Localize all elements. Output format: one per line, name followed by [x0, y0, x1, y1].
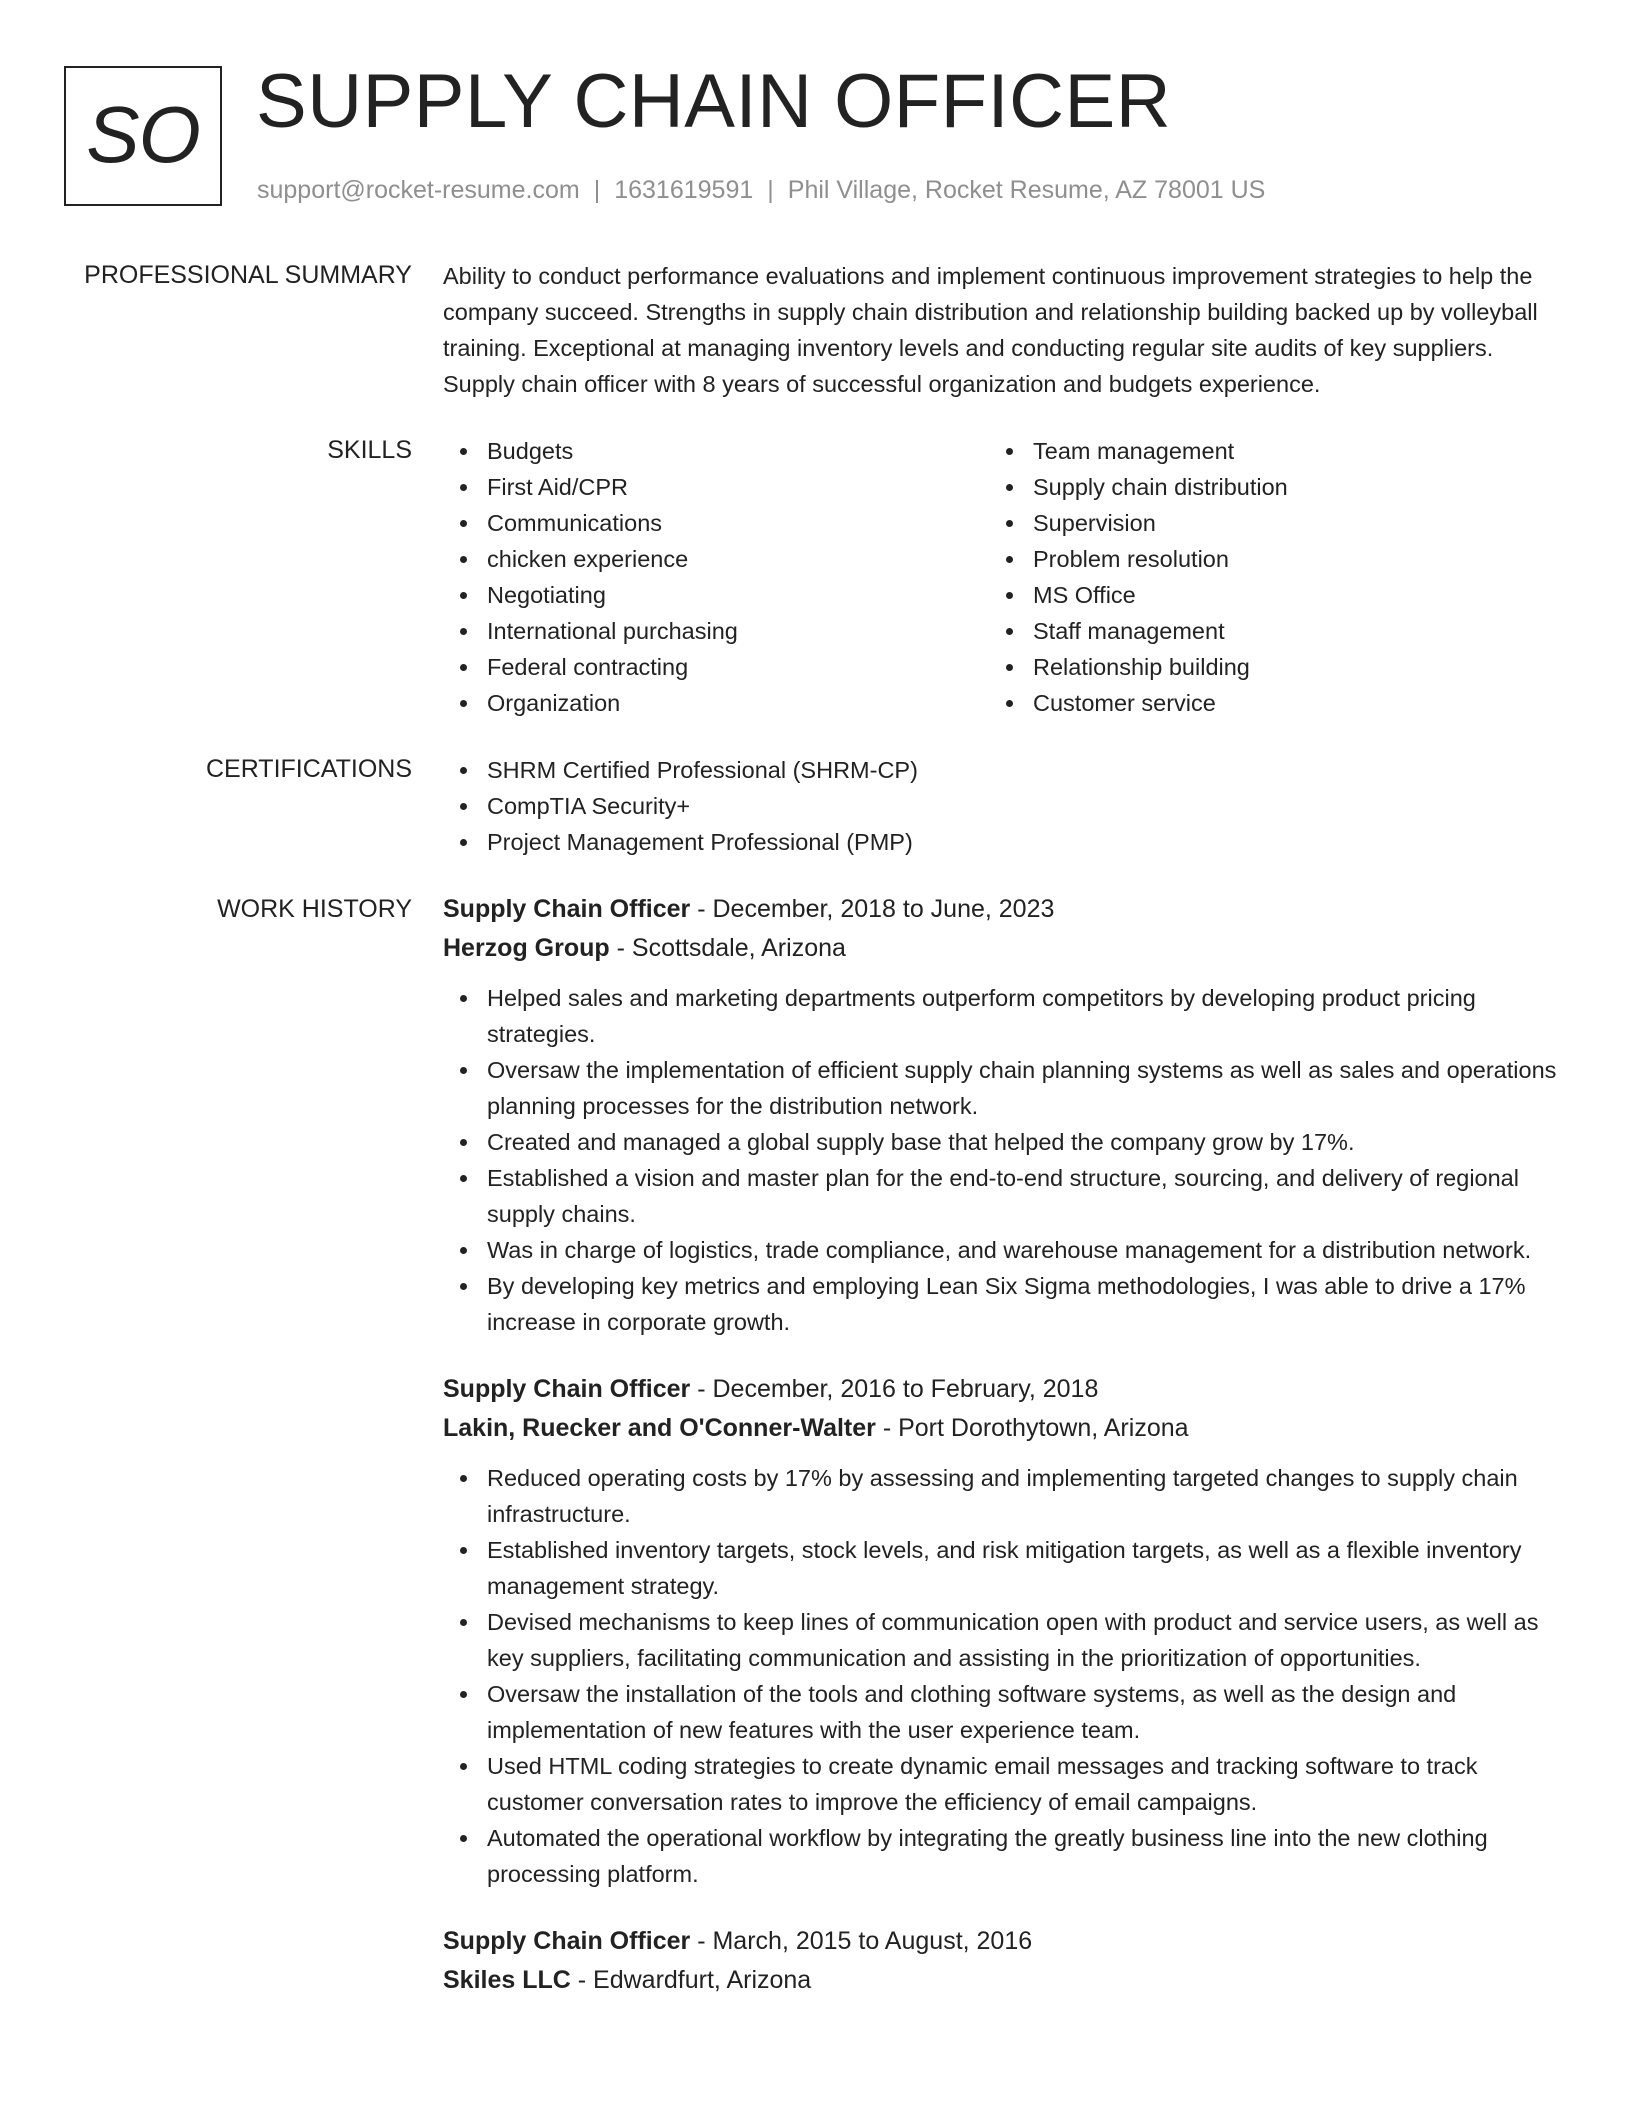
skill-item-text: International purchasing	[487, 618, 738, 644]
contact-separator: |	[767, 176, 774, 204]
skill-item	[989, 541, 1535, 577]
skill-item	[989, 577, 1535, 613]
bullet-dot-icon	[460, 995, 467, 1002]
job-bullet	[443, 1160, 1558, 1232]
bullet-dot-icon	[460, 628, 467, 635]
monogram-box	[64, 66, 222, 206]
bullet-dot-icon	[460, 592, 467, 599]
bullet-dot-icon	[460, 767, 467, 774]
contact-phone: 1631619591	[614, 176, 754, 204]
certification-item-text: SHRM Certified Professional (SHRM-CP)	[487, 757, 918, 783]
job-bullet-text: Devised mechanisms to keep lines of communication open with product and service users, as well as key suppliers, facilitating communication and assisting in the prioritization of opportunities.	[487, 1609, 1539, 1671]
job-bullet-text: By developing key metrics and employing Lean Six Sigma methodologies, I was able to drive a 17% increase in corporate growth.	[487, 1273, 1526, 1335]
job-bullet-text: Helped sales and marketing departments outperform competitors by developing product pricing strategies.	[487, 985, 1476, 1047]
job-title-line	[443, 1922, 1558, 1961]
job-title: Supply Chain Officer	[443, 1927, 691, 1955]
skill-item	[989, 469, 1535, 505]
certifications-body	[443, 752, 1558, 860]
bullet-dot-icon	[460, 839, 467, 846]
job-company-line	[443, 929, 1558, 968]
resume-title: SUPPLY CHAIN OFFICER	[256, 59, 1172, 144]
job-bullet	[443, 980, 1558, 1052]
bullet-dot-icon	[460, 1283, 467, 1290]
skill-item-text: Negotiating	[487, 582, 606, 608]
job-company: Herzog Group	[443, 934, 610, 962]
skill-item	[989, 505, 1535, 541]
bullet-dot-icon	[460, 700, 467, 707]
job-company-line	[443, 1409, 1558, 1448]
bullet-dot-icon	[460, 520, 467, 527]
skill-item	[989, 685, 1535, 721]
job-location: - Port Dorothytown, Arizona	[875, 1414, 1189, 1442]
job-title: Supply Chain Officer	[443, 895, 691, 923]
certification-item	[443, 752, 1558, 788]
contact-line	[257, 173, 1265, 207]
skill-item-text: Customer service	[1033, 690, 1216, 716]
skill-item	[989, 613, 1535, 649]
job-bullet-text: Established inventory targets, stock levels, and risk mitigation targets, as well as a flexible inventory management strategy.	[487, 1537, 1522, 1599]
skill-item-text: Budgets	[487, 438, 574, 464]
bullet-dot-icon	[1006, 556, 1013, 563]
job-bullet	[443, 1676, 1558, 1748]
job-bullet	[443, 1232, 1558, 1268]
bullet-dot-icon	[460, 484, 467, 491]
job-bullet	[443, 1268, 1558, 1340]
skill-item	[443, 433, 989, 469]
job-dates: - December, 2018 to June, 2023	[690, 895, 1055, 923]
bullet-dot-icon	[460, 1763, 467, 1770]
skill-item	[443, 541, 989, 577]
bullet-dot-icon	[460, 448, 467, 455]
job-bullet-text: Established a vision and master plan for the end-to-end structure, sourcing, and delivery of regional supply chains.	[487, 1165, 1519, 1227]
certification-item	[443, 824, 1558, 860]
section-label-summary: PROFESSIONAL SUMMARY	[84, 261, 412, 289]
job-bullet-text: Created and managed a global supply base that helped the company grow by 17%.	[487, 1129, 1355, 1155]
work-history-body	[443, 890, 1558, 2030]
job-entry	[443, 1922, 1558, 2000]
bullet-dot-icon	[460, 1835, 467, 1842]
skill-item-text: Communications	[487, 510, 663, 536]
bullet-dot-icon	[460, 1067, 467, 1074]
bullet-dot-icon	[460, 1619, 467, 1626]
bullet-dot-icon	[1006, 628, 1013, 635]
skill-item	[443, 577, 989, 613]
bullet-dot-icon	[1006, 664, 1013, 671]
skill-item	[443, 649, 989, 685]
bullet-dot-icon	[1006, 484, 1013, 491]
monogram-initials: SO	[86, 90, 200, 179]
skill-item-text: Team management	[1033, 438, 1235, 464]
job-entry	[443, 890, 1558, 1340]
skill-item-text: MS Office	[1033, 582, 1136, 608]
job-bullet-list	[443, 980, 1558, 1340]
skill-item	[443, 685, 989, 721]
job-bullet-list	[443, 1460, 1558, 1892]
job-location: - Scottsdale, Arizona	[609, 934, 846, 962]
job-company: Skiles LLC	[443, 1966, 571, 1994]
job-bullet	[443, 1820, 1558, 1892]
skill-item-text: Relationship building	[1033, 654, 1250, 680]
job-bullet	[443, 1052, 1558, 1124]
job-bullet	[443, 1532, 1558, 1604]
bullet-dot-icon	[460, 1547, 467, 1554]
job-company: Lakin, Ruecker and O'Conner-Walter	[443, 1414, 876, 1442]
bullet-dot-icon	[1006, 448, 1013, 455]
contact-separator: |	[593, 176, 601, 204]
bullet-dot-icon	[460, 1139, 467, 1146]
skill-item-text: Supervision	[1033, 510, 1156, 536]
certifications-list	[443, 752, 1558, 860]
section-label-work-history: WORK HISTORY	[217, 895, 412, 923]
skill-item-text: Federal contracting	[487, 654, 689, 680]
skill-item-text: Staff management	[1033, 618, 1225, 644]
section-label-certifications: CERTIFICATIONS	[205, 755, 412, 783]
bullet-dot-icon	[460, 1175, 467, 1182]
job-title: Supply Chain Officer	[443, 1375, 691, 1403]
job-dates: - December, 2016 to February, 2018	[690, 1375, 1099, 1403]
skill-item-text: Problem resolution	[1033, 546, 1229, 572]
bullet-dot-icon	[1006, 592, 1013, 599]
skill-item	[443, 613, 989, 649]
skills-list-right	[989, 433, 1535, 721]
skill-item-text: First Aid/CPR	[487, 474, 629, 500]
job-bullet-text: Oversaw the implementation of efficient supply chain planning systems as well as sales and operations planning processes for the distribution network.	[487, 1057, 1557, 1119]
bullet-dot-icon	[460, 1247, 467, 1254]
job-title-line	[443, 890, 1558, 929]
skill-item	[443, 505, 989, 541]
job-bullet	[443, 1124, 1558, 1160]
bullet-dot-icon	[460, 1475, 467, 1482]
summary-body	[443, 258, 1558, 402]
job-dates: - March, 2015 to August, 2016	[690, 1927, 1033, 1955]
contact-address: Phil Village, Rocket Resume, AZ 78001 US	[787, 176, 1266, 204]
skill-item-text: Organization	[487, 690, 621, 716]
skill-item	[443, 469, 989, 505]
certification-item-text: Project Management Professional (PMP)	[487, 829, 913, 855]
skills-body	[443, 433, 1558, 721]
job-bullet-text: Automated the operational workflow by integrating the greatly business line into the new clothing processing platform.	[487, 1825, 1488, 1887]
skill-item-text: Supply chain distribution	[1033, 474, 1288, 500]
job-bullet-text: Used HTML coding strategies to create dynamic email messages and tracking software to track customer conversation rates to improve the efficiency of email campaigns.	[487, 1753, 1478, 1815]
job-location: - Edwardfurt, Arizona	[570, 1966, 812, 1994]
job-bullet	[443, 1460, 1558, 1532]
contact-email: support@rocket-resume.com	[257, 176, 580, 204]
job-title-line	[443, 1370, 1558, 1409]
bullet-dot-icon	[1006, 520, 1013, 527]
job-entry	[443, 1370, 1558, 1892]
certification-item	[443, 788, 1558, 824]
bullet-dot-icon	[460, 803, 467, 810]
summary-text: Ability to conduct performance evaluations and implement continuous improvement strategies to help the company succeed. Strengths in supply chain distribution and relationship building backed up by volleyball training. Exceptional at managing inventory levels and conducting regular site audits of key suppliers. Supply chain officer with 8 years of successful organization and budgets experience.	[443, 263, 1538, 397]
section-label-skills: SKILLS	[327, 436, 412, 464]
bullet-dot-icon	[460, 664, 467, 671]
certification-item-text: CompTIA Security+	[487, 793, 691, 819]
bullet-dot-icon	[460, 556, 467, 563]
job-bullet	[443, 1748, 1558, 1820]
job-bullet-text: Reduced operating costs by 17% by assessing and implementing targeted changes to supply chain infrastructure.	[487, 1465, 1518, 1527]
job-bullet-text: Oversaw the installation of the tools and clothing software systems, as well as the design and implementation of new features with the user experience team.	[487, 1681, 1457, 1743]
skill-item-text: chicken experience	[487, 546, 689, 572]
job-bullet	[443, 1604, 1558, 1676]
skill-item	[989, 433, 1535, 469]
skill-item	[989, 649, 1535, 685]
bullet-dot-icon	[1006, 700, 1013, 707]
job-bullet-text: Was in charge of logistics, trade compliance, and warehouse management for a distribution network.	[487, 1237, 1532, 1263]
skills-list-left	[443, 433, 989, 721]
job-company-line	[443, 1961, 1558, 2000]
bullet-dot-icon	[460, 1691, 467, 1698]
